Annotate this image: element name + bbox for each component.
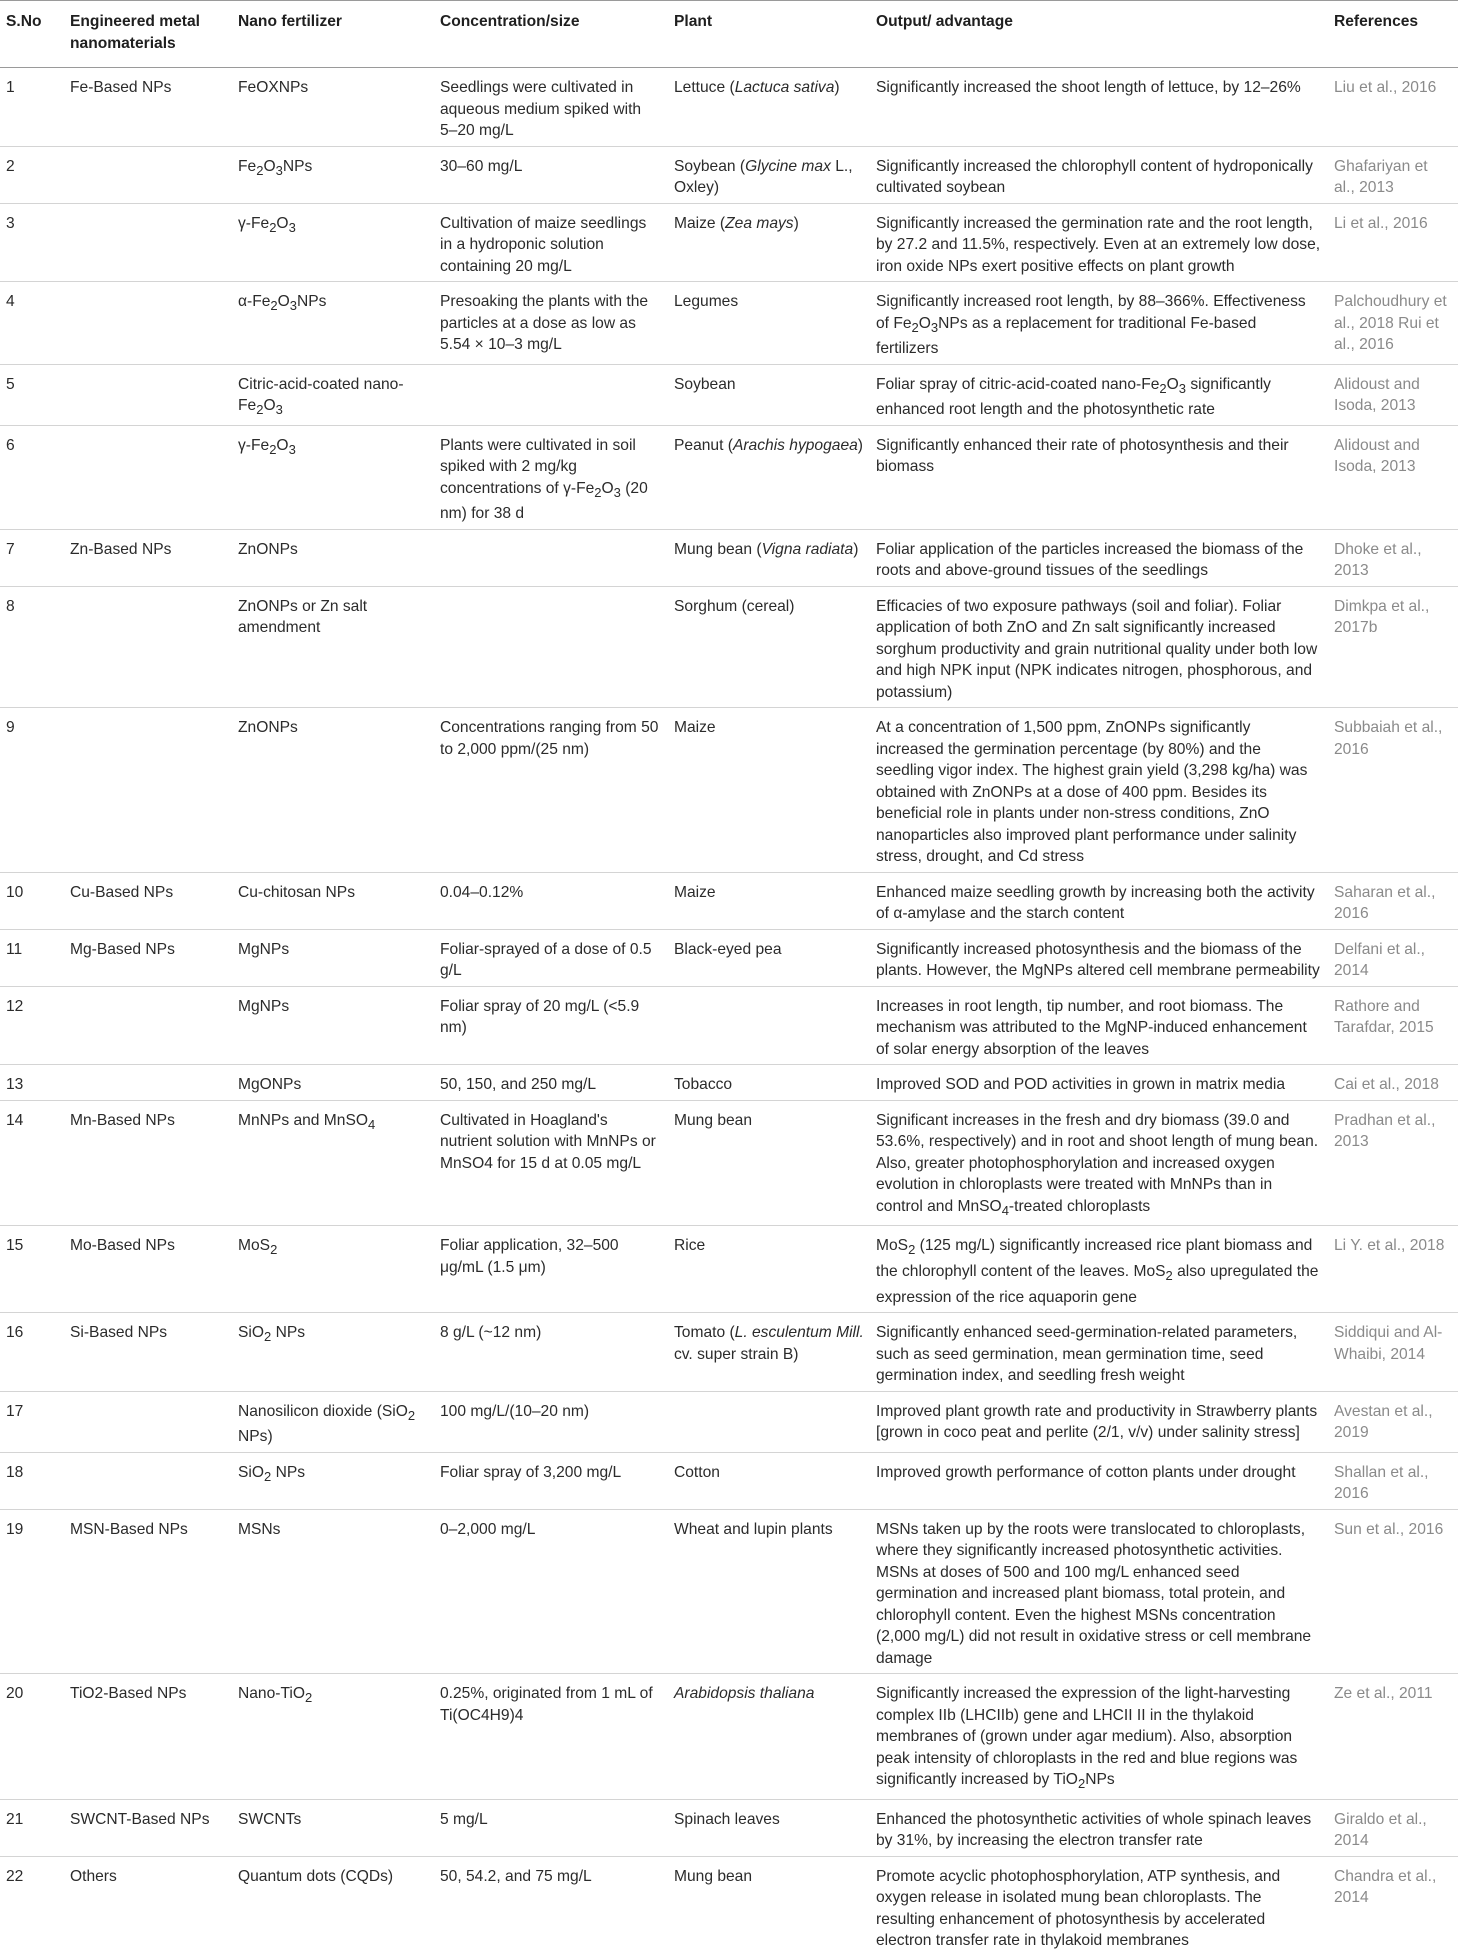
cell-concentration: [434, 364, 668, 425]
table-row: [0, 529, 1458, 586]
cell-concentration: Foliar spray of 3,200 mg/L: [434, 1452, 668, 1509]
cell-material: [64, 203, 232, 282]
cell-fertilizer: FeOXNPs: [232, 68, 434, 147]
cell-concentration: 0.25%, originated from 1 mL of Ti(OC4H9)4: [434, 1674, 668, 1800]
cell-output: Improved growth performance of cotton plants under drought: [870, 1452, 1328, 1509]
cell-output: Promote acyclic photophosphorylation, ATP synthesis, and oxygen release in isolated mung bean chloroplasts. The resulting enhancement of photosynthesis by accelerated electron transfer rate in thylakoid membranes: [876, 1867, 1281, 1950]
cell-plant: [668, 986, 870, 1065]
cell-sno: 3: [0, 203, 64, 282]
cell-sno: 8: [0, 586, 64, 708]
table-row: [0, 203, 1458, 282]
cell-output: Significant increases in the fresh and dry biomass (39.0 and 53.6%, respectively) and in root and shoot length of mung bean. Also, greater photophosphorylation and increased oxygen evolution in chloroplasts were treated with MnNPs than in control and MnSO$_4$-treated chloroplasts: [870, 1100, 1328, 1226]
cell-plant: Maize: [668, 708, 870, 873]
table-row: [0, 1452, 1458, 1509]
table-row: [0, 1674, 1458, 1800]
cell-sno: 7: [0, 529, 64, 586]
cell-output: Significantly increased root length, by 88–366%. Effectiveness of $Fe_2O_3NPs$ as a replacement for traditional Fe-based fertilizers: [870, 282, 1328, 365]
cell-reference: Li Y. et al., 2018: [1328, 1226, 1458, 1313]
cell-sno: 14: [0, 1100, 64, 1226]
cell-concentration: [434, 586, 668, 708]
table-row: [0, 282, 1458, 365]
cell-material: Zn-Based NPs: [64, 529, 232, 586]
cell-sno: 13: [0, 1065, 64, 1101]
cell-fertilizer: ZnONPs: [232, 529, 434, 586]
cell-plant: Peanut (Arachis hypogaea): [668, 425, 870, 529]
table-row: [0, 586, 1458, 708]
cell-output: Significantly increased the chlorophyll content of hydroponically cultivated soybean: [870, 146, 1328, 203]
cell-plant: Cotton: [668, 1452, 870, 1509]
cell-plant: Arabidopsis thaliana: [668, 1674, 870, 1800]
cell-concentration: 30–60 mg/L: [434, 146, 668, 203]
cell-output: Significantly enhanced their rate of photosynthesis and their biomass: [870, 425, 1328, 529]
cell-material: [64, 708, 232, 873]
cell-concentration: Presoaking the plants with the particles at a dose as low as 5.54 × 10–3 mg/L: [434, 282, 668, 365]
cell-sno: 18: [0, 1452, 64, 1509]
cell-plant: Mung bean (Vigna radiata): [668, 529, 870, 586]
cell-reference: Liu et al., 2016: [1328, 68, 1458, 147]
cell-fertilizer: $\alpha-Fe_2O_3NPs$: [232, 282, 434, 365]
cell-concentration: [434, 529, 668, 586]
cell-material: Mn-Based NPs: [64, 1100, 232, 1226]
cell-reference: Avestan et al., 2019: [1328, 1391, 1458, 1452]
cell-fertilizer: $\gamma-Fe_2O_3$: [232, 203, 434, 282]
cell-output: Foliar spray of citric-acid-coated nano-$Fe_2O_3$ significantly enhanced root length and the photosynthetic rate: [870, 364, 1328, 425]
cell-output: Increases in root length, tip number, and root biomass. The mechanism was attributed to the MgNP-induced enhancement of solar energy absorption of the leaves: [870, 986, 1328, 1065]
cell-fertilizer: ZnONPs or Zn salt amendment: [232, 586, 434, 708]
cell-output: Enhanced the photosynthetic activities of whole spinach leaves by 31%, by increasing the electron transfer rate: [870, 1799, 1328, 1856]
cell-plant: Sorghum (cereal): [668, 586, 870, 708]
cell-reference: Saharan et al., 2016: [1328, 872, 1458, 929]
cell-plant: Legumes: [668, 282, 870, 365]
cell-fertilizer: MgNPs: [232, 986, 434, 1065]
table-row: [0, 425, 1458, 529]
table-row: [0, 1226, 1458, 1313]
cell-sno: 9: [0, 708, 64, 873]
cell-material: [64, 1452, 232, 1509]
cell-plant: Maize (Zea mays): [668, 203, 870, 282]
cell-material: SWCNT-Based NPs: [64, 1799, 232, 1856]
table-row: [0, 1391, 1458, 1452]
cell-plant: Soybean (Glycine max L., Oxley): [668, 146, 870, 203]
cell-output: Enhanced maize seedling growth by increasing both the activity of α-amylase and the starch content: [870, 872, 1328, 929]
cell-material: [64, 586, 232, 708]
cell-output: Significantly enhanced seed-germination-related parameters, such as seed germination, mean germination time, seed germination index, and seedling fresh weight: [870, 1313, 1328, 1392]
cell-reference: Pradhan et al., 2013: [1328, 1100, 1458, 1226]
cell-output: Foliar application of the particles increased the biomass of the roots and above-ground tissues of the seedlings: [870, 529, 1328, 586]
cell-material: [64, 282, 232, 365]
cell-concentration: Concentrations ranging from 50 to 2,000 ppm/(25 nm): [434, 708, 668, 873]
cell-reference: Chandra et al., 2014: [1334, 1867, 1437, 1907]
cell-concentration: Foliar-sprayed of a dose of 0.5 g/L: [434, 929, 668, 986]
cell-fertilizer: MgONPs: [232, 1065, 434, 1101]
table-row: [0, 364, 1458, 425]
table-row: [0, 1856, 1458, 1956]
cell-reference: Ghafariyan et al., 2013: [1328, 146, 1458, 203]
cell-fertilizer: ZnONPs: [232, 708, 434, 873]
cell-output: Significantly increased photosynthesis and the biomass of the plants. However, the MgNPs altered cell membrane permeability: [870, 929, 1328, 986]
cell-material: TiO2-Based NPs: [64, 1674, 232, 1800]
cell-concentration: 5 mg/L: [434, 1799, 668, 1856]
cell-reference: Li et al., 2016: [1328, 203, 1458, 282]
cell-sno: 20: [0, 1674, 64, 1800]
cell-output: Significantly increased the germination rate and the root length, by 27.2 and 11.5%, respectively. Even at an extremely low dose, iron oxide NPs exert positive effects on plant growth: [870, 203, 1328, 282]
cell-sno: 10: [0, 872, 64, 929]
cell-sno: 2: [0, 146, 64, 203]
cell-concentration: Foliar application, 32–500 μg/mL (1.5 μm): [434, 1226, 668, 1313]
cell-plant: Soybean: [668, 364, 870, 425]
cell-fertilizer: $\gamma-Fe_2O_3$: [232, 425, 434, 529]
cell-reference: Giraldo et al., 2014: [1328, 1799, 1458, 1856]
cell-material: [64, 986, 232, 1065]
table-row: [0, 146, 1458, 203]
cell-sno: 1: [0, 68, 64, 147]
header-references: References: [1328, 1, 1458, 68]
cell-plant: Lettuce (Lactuca sativa): [668, 68, 870, 147]
header-plant: Plant: [668, 1, 870, 68]
cell-reference: Subbaiah et al., 2016: [1328, 708, 1458, 873]
header-fertilizer: Nano fertilizer: [232, 1, 434, 68]
cell-fertilizer: Quantum dots (CQDs): [238, 1867, 394, 1885]
header-output: Output/ advantage: [870, 1, 1328, 68]
cell-concentration: 8 g/L (~12 nm): [434, 1313, 668, 1392]
cell-material: [64, 1065, 232, 1101]
cell-concentration: 50, 54.2, and 75 mg/L: [440, 1867, 592, 1885]
table-row: [0, 872, 1458, 929]
cell-sno: 21: [0, 1799, 64, 1856]
cell-material: [64, 425, 232, 529]
cell-concentration: Cultivation of maize seedlings in a hydroponic solution containing 20 mg/L: [434, 203, 668, 282]
table-row: [0, 1799, 1458, 1856]
table-header-row: [0, 1, 1458, 68]
table-row: [0, 68, 1458, 147]
cell-reference: Alidoust and Isoda, 2013: [1328, 364, 1458, 425]
cell-sno: 16: [0, 1313, 64, 1392]
header-sno: S.No: [0, 1, 64, 68]
cell-material: Others: [70, 1867, 117, 1885]
cell-plant: [668, 1391, 870, 1452]
cell-fertilizer: MgNPs: [232, 929, 434, 986]
cell-sno: 11: [0, 929, 64, 986]
cell-output: Efficacies of two exposure pathways (soil and foliar). Foliar application of both ZnO and Zn salt significantly increased sorghum productivity and grain nutritional quality under both low and high NPK input (NPK indicates nitrogen, phosphorous, and potassium): [870, 586, 1328, 708]
table-row: [0, 986, 1458, 1065]
table-row: [0, 1100, 1458, 1226]
cell-output: Significantly increased the expression of the light-harvesting complex IIb (LHCIIb) gene and LHCII II in the thylakoid membranes of (grown under agar medium). Also, absorption peak intensity of chloroplasts in the red and blue regions was significantly increased by TiO$_2$NPs: [870, 1674, 1328, 1800]
cell-plant: Black-eyed pea: [668, 929, 870, 986]
cell-plant: Spinach leaves: [668, 1799, 870, 1856]
cell-sno: 19: [0, 1509, 64, 1674]
cell-concentration: 0.04–0.12%: [434, 872, 668, 929]
cell-reference: Dhoke et al., 2013: [1328, 529, 1458, 586]
cell-fertilizer: SiO$_2$ NPs: [232, 1452, 434, 1509]
cell-plant: Rice: [668, 1226, 870, 1313]
cell-reference: Sun et al., 2016: [1328, 1509, 1458, 1674]
cell-fertilizer: MnNPs and MnSO$_4$: [232, 1100, 434, 1226]
cell-output: Improved SOD and POD activities in grown in matrix media: [870, 1065, 1328, 1101]
cell-concentration: Cultivated in Hoagland's nutrient solution with MnNPs or MnSO4 for 15 d at 0.05 mg/L: [434, 1100, 668, 1226]
table-body: [0, 68, 1458, 1956]
cell-output: At a concentration of 1,500 ppm, ZnONPs significantly increased the germination percentage (by 80%) and the seedling vigor index. The highest grain yield (3,298 kg/ha) was obtained with ZnONPs at a dose of 400 ppm. Besides its beneficial role in plants under non-stress conditions, ZnO nanoparticles also improved plant performance under salinity stress, drought, and Cd stress: [870, 708, 1328, 873]
header-concentration: Concentration/size: [434, 1, 668, 68]
header-material: Engineered metal nanomaterials: [64, 1, 232, 68]
cell-sno: 15: [0, 1226, 64, 1313]
cell-plant: Maize: [668, 872, 870, 929]
cell-sno: 22: [6, 1867, 24, 1885]
cell-reference: Delfani et al., 2014: [1328, 929, 1458, 986]
cell-material: Cu-Based NPs: [64, 872, 232, 929]
table-row: [0, 929, 1458, 986]
cell-material: Si-Based NPs: [64, 1313, 232, 1392]
cell-concentration: 0–2,000 mg/L: [434, 1509, 668, 1674]
cell-material: MSN-Based NPs: [64, 1509, 232, 1674]
table-row: [0, 1065, 1458, 1101]
cell-concentration: Foliar spray of 20 mg/L (<5.9 nm): [434, 986, 668, 1065]
cell-plant: Wheat and lupin plants: [668, 1509, 870, 1674]
cell-reference: Ze et al., 2011: [1328, 1674, 1458, 1800]
cell-reference: Rathore and Tarafdar, 2015: [1328, 986, 1458, 1065]
cell-material: Mo-Based NPs: [64, 1226, 232, 1313]
cell-plant: Tobacco: [668, 1065, 870, 1101]
cell-material: [64, 146, 232, 203]
cell-sno: 5: [0, 364, 64, 425]
cell-fertilizer: $Fe_2O_3NPs$: [232, 146, 434, 203]
cell-fertilizer: MSNs: [232, 1509, 434, 1674]
cell-material: Mg-Based NPs: [64, 929, 232, 986]
cell-concentration: Seedlings were cultivated in aqueous medium spiked with 5–20 mg/L: [434, 68, 668, 147]
cell-concentration: 100 mg/L/(10–20 nm): [434, 1391, 668, 1452]
cell-fertilizer: SWCNTs: [232, 1799, 434, 1856]
table-row: [0, 708, 1458, 873]
cell-output: Significantly increased the shoot length of lettuce, by 12–26%: [870, 68, 1328, 147]
cell-sno: 12: [0, 986, 64, 1065]
cell-output: MSNs taken up by the roots were translocated to chloroplasts, where they significantly increased photosynthetic activities. MSNs at doses of 500 and 100 mg/L enhanced seed germination and increased plant biomass, total protein, and chlorophyll content. Even the highest MSNs concentration (2,000 mg/L) did not result in oxidative stress or cell membrane damage: [870, 1509, 1328, 1674]
cell-material: [64, 364, 232, 425]
cell-fertilizer: Nano-TiO$_2$: [232, 1674, 434, 1800]
cell-fertilizer: Citric-acid-coated nano-$Fe_2O_3$: [232, 364, 434, 425]
table-row: [0, 1313, 1458, 1392]
cell-plant: Mung bean: [674, 1867, 753, 1885]
cell-material: Fe-Based NPs: [64, 68, 232, 147]
cell-fertilizer: Cu-chitosan NPs: [232, 872, 434, 929]
cell-output: Improved plant growth rate and productivity in Strawberry plants [grown in coco peat and perlite (2/1, v/v) under salinity stress]: [870, 1391, 1328, 1452]
cell-reference: Alidoust and Isoda, 2013: [1328, 425, 1458, 529]
cell-reference: Shallan et al., 2016: [1328, 1452, 1458, 1509]
cell-material: [64, 1391, 232, 1452]
cell-fertilizer: SiO$_2$ NPs: [232, 1313, 434, 1392]
cell-reference: Cai et al., 2018: [1328, 1065, 1458, 1101]
table-row: [0, 1509, 1458, 1674]
cell-sno: 6: [0, 425, 64, 529]
cell-plant: Tomato (L. esculentum Mill. cv. super strain B): [668, 1313, 870, 1392]
cell-concentration: Plants were cultivated in soil spiked with 2 mg/kg concentrations of $\gamma-Fe_2O_3$ (20 nm) for 38 d: [434, 425, 668, 529]
cell-concentration: 50, 150, and 250 mg/L: [434, 1065, 668, 1101]
cell-fertilizer: MoS$_2$: [232, 1226, 434, 1313]
cell-sno: 4: [0, 282, 64, 365]
cell-reference: Palchoudhury et al., 2018 Rui et al., 2016: [1328, 282, 1458, 365]
cell-plant: Mung bean: [668, 1100, 870, 1226]
cell-fertilizer: Nanosilicon dioxide (SiO$_2$ NPs): [232, 1391, 434, 1452]
cell-sno: 17: [0, 1391, 64, 1452]
cell-reference: Dimkpa et al., 2017b: [1328, 586, 1458, 708]
cell-reference: Siddiqui and Al-Whaibi, 2014: [1328, 1313, 1458, 1392]
cell-output: MoS$_2$ (125 mg/L) significantly increased rice plant biomass and the chlorophyll content of the leaves. MoS$_2$ also upregulated the expression of the rice aquaporin gene: [870, 1226, 1328, 1313]
